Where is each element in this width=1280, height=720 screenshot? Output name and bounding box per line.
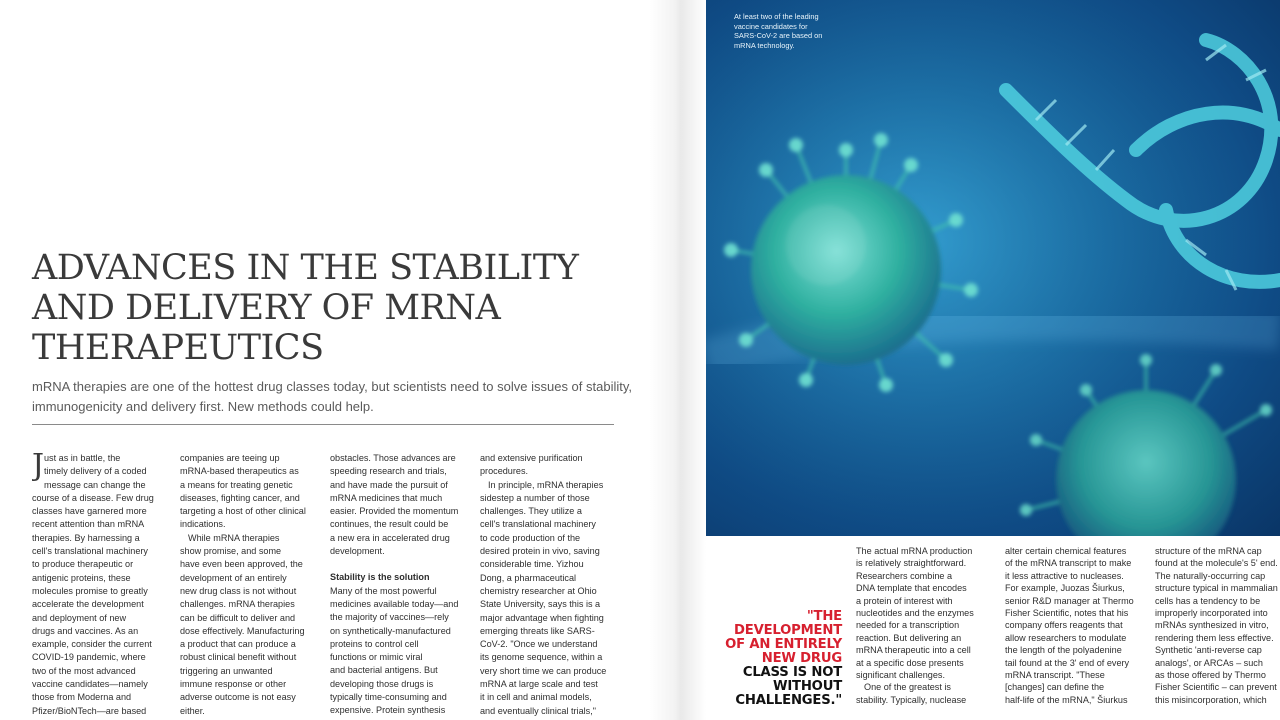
divider-rule — [32, 424, 614, 425]
body-line: a protein of interest with — [856, 595, 953, 606]
body-line: expensive. Protein synthesis — [330, 705, 446, 716]
body-line: and deployment of new — [32, 612, 127, 623]
caption-line: At least two of the leading — [734, 12, 819, 21]
body-line: CoV-2. "Once we understand — [480, 639, 598, 650]
body-line: considerable time. Yizhou — [480, 559, 584, 570]
body-line: company offers reagents that — [1005, 620, 1123, 631]
body-line: senior R&D manager at Thermo — [1005, 595, 1134, 606]
body-line: on synthetically-manufactured — [330, 625, 451, 636]
body-line: as those offered by Thermo — [1155, 670, 1266, 681]
body-line: obstacles. Those advances are — [330, 453, 456, 463]
body-line: COVID-19 pandemic, where — [32, 652, 146, 663]
body-line: chemistry researcher at Ohio — [480, 585, 597, 596]
caption-line: SARS-CoV-2 are based on — [734, 31, 823, 40]
body-line: Fisher Scientific – can prevent — [1155, 682, 1277, 693]
virus-illustration — [706, 0, 1280, 536]
body-line: either. — [180, 705, 205, 716]
body-line: sidestep a number of those — [480, 492, 590, 503]
body-line: speeding research and trials, — [330, 466, 447, 477]
body-line: DNA template that encodes — [856, 583, 967, 594]
body-line: ust as in battle, the — [44, 453, 121, 463]
body-line: the majority of vaccines—rely — [330, 612, 449, 623]
body-line: example, consider the current — [32, 639, 152, 650]
standfirst-line: immunogenicity and delivery first. New methods could help. — [32, 399, 374, 414]
body-line: development of an entirely — [180, 572, 287, 583]
body-line: indications. — [180, 519, 226, 530]
body-line: its genome sequence, within a — [480, 652, 603, 663]
body-line: course of a disease. Few drug — [32, 492, 154, 503]
body-line: timely delivery of a coded — [44, 466, 147, 477]
paragraph-spacer — [330, 558, 464, 571]
body-line: development. — [330, 546, 385, 557]
body-line: reaction. But delivering an — [856, 632, 962, 643]
page-gutter — [650, 0, 706, 720]
body-line: typically time-consuming and — [330, 692, 447, 703]
body-line: challenges. mRNA therapies — [180, 599, 295, 610]
body-line: analogs', or ARCAs – such — [1155, 657, 1263, 668]
body-line: two of the most advanced — [32, 665, 136, 676]
body-column-3 — [330, 452, 464, 720]
caption-line: mRNA technology. — [734, 40, 795, 50]
body-line: found at the molecule's 5' end. — [1155, 558, 1278, 569]
body-line: it in cell and animal models, — [480, 692, 592, 703]
pullquote-line: WITHOUT — [773, 679, 842, 694]
body-line: a means for treating genetic — [180, 479, 293, 490]
body-line: and extensive purification — [480, 453, 583, 463]
body-line: mRNA-based therapeutics as — [180, 466, 299, 477]
body-line: of the mRNA transcript to make — [1005, 558, 1132, 569]
pullquote-line: CHALLENGES." — [735, 693, 842, 708]
body-line: it less attractive to nucleases. — [1005, 570, 1124, 581]
pullquote-line: OF AN ENTIRELY — [725, 637, 842, 652]
body-line: companies are teeing up — [180, 453, 280, 463]
pullquote-line: DEVELOPMENT — [734, 623, 842, 638]
body-line: vaccine candidates—namely — [32, 679, 148, 690]
body-line: mRNA therapeutic into a cell — [856, 645, 971, 656]
body-line: a new era in accelerated drug — [330, 532, 450, 543]
hero-virus-image — [706, 0, 1280, 536]
body-line: molecules promise to greatly — [32, 585, 148, 596]
body-line: recent attention than mRNA — [32, 519, 145, 530]
body-line: Dong, a pharmaceutical — [480, 572, 577, 583]
body-line: half-life of the mRNA," Šiurkus — [1005, 694, 1128, 705]
body-line: proteins to control cell — [330, 638, 419, 649]
body-line: drugs and vaccines. As an — [32, 625, 139, 636]
body-line: alter certain chemical features — [1005, 546, 1127, 556]
body-line: Many of the most powerful — [330, 585, 437, 596]
body-line: to produce therapeutic or — [32, 559, 134, 570]
hero-caption — [734, 12, 854, 50]
body-line: significant challenges. — [856, 670, 945, 681]
body-line: Fisher Scientific, notes that his — [1005, 608, 1129, 619]
body-line: The naturally-occurring cap — [1155, 570, 1266, 581]
body-line: functions or mimic viral — [330, 652, 423, 663]
body-line: For example, Juozas Šiurkus, — [1005, 583, 1125, 594]
body-line: new drug class is not without — [180, 585, 297, 596]
headline-line: AND DELIVERY OF MRNA — [32, 288, 501, 328]
body-line: targeting a host of other clinical — [180, 506, 306, 517]
pullquote-line: NEW DRUG — [761, 651, 842, 666]
caption-line: vaccine candidates for — [734, 21, 808, 31]
body-line: State University, says this is a — [480, 599, 601, 610]
body-line: stability. Typically, nuclease — [856, 694, 967, 705]
body-line: Synthetic 'anti-reverse cap — [1155, 645, 1262, 656]
pull-quote — [712, 610, 842, 708]
body-line: very short time we can produce — [480, 665, 607, 676]
body-line: easier. Provided the momentum — [330, 506, 459, 517]
article-standfirst — [32, 377, 632, 417]
body-column-4 — [480, 452, 616, 720]
body-line: developing those drugs is — [330, 678, 434, 689]
body-line: diseases, fighting cancer, and — [180, 492, 300, 503]
headline-line: THERAPEUTICS — [32, 328, 324, 368]
body-line: and have made the pursuit of — [330, 479, 448, 490]
body-line: allow researchers to modulate — [1005, 632, 1127, 643]
body-line: The actual mRNA production — [856, 546, 973, 556]
body-line: triggering an unwanted — [180, 665, 273, 676]
body-line: challenges. They utilize a — [480, 506, 582, 517]
body-line: robust clinical benefit without — [180, 652, 297, 663]
right-body-column-1 — [856, 545, 992, 720]
body-line: tail found at the 3' end of every — [1005, 657, 1130, 668]
body-line: desired protein in vivo, saving — [480, 546, 600, 557]
dropcap-letter: J — [32, 452, 45, 483]
headline-line: ADVANCES IN THE STABILITY — [32, 248, 579, 288]
body-line: structure typical in mammalian — [1155, 583, 1278, 594]
body-line: therapies. By harnessing a — [32, 532, 140, 543]
body-column-2 — [180, 452, 312, 720]
body-line: have even been approved, the — [180, 559, 303, 570]
body-line: Pfizer/BioNTech—are based — [32, 705, 147, 716]
body-line: and bacterial antigens. But — [330, 665, 438, 676]
body-line: improperly incorporated into — [1155, 608, 1268, 619]
body-line: mRNA transcript. "These — [1005, 670, 1105, 681]
body-line: dose effectively. Manufacturing — [180, 625, 305, 636]
body-line: show promise, and some — [180, 546, 282, 557]
body-column-1 — [32, 452, 158, 720]
section-subhead: Stability is the solution — [330, 572, 430, 583]
dropcap-paragraph — [32, 452, 158, 492]
body-line: medicines available today—and — [330, 598, 459, 609]
body-line: the length of the polyadenine — [1005, 645, 1122, 656]
body-line: immune response or other — [180, 679, 287, 690]
body-line: In principle, mRNA therapies — [488, 479, 604, 490]
body-line: accelerate the development — [32, 599, 144, 610]
body-line: nucleotides and the enzymes — [856, 608, 974, 619]
body-line: cell's translational machinery — [32, 546, 148, 557]
body-line: those from Moderna and — [32, 692, 132, 703]
body-line: mRNA at large scale and test — [480, 679, 598, 690]
body-line: procedures. — [480, 466, 529, 477]
body-line: to code production of the — [480, 532, 581, 543]
body-line: needed for a transcription — [856, 620, 960, 631]
body-line: at a specific dose presents — [856, 657, 964, 668]
pullquote-line: CLASS IS NOT — [742, 665, 842, 680]
body-line: classes have garnered more — [32, 506, 147, 517]
body-line: is relatively straightforward. — [856, 558, 967, 569]
body-line: this misincorporation, which — [1155, 694, 1267, 705]
body-line: can be difficult to deliver and — [180, 612, 296, 623]
body-line: a product that can produce a — [180, 639, 296, 650]
body-line: message can change the — [44, 479, 146, 490]
body-line: Researchers combine a — [856, 570, 953, 581]
pullquote-line: "THE — [806, 609, 842, 624]
body-line: cells has a tendency to be — [1155, 595, 1261, 606]
body-line: continues, the result could be — [330, 519, 449, 530]
body-line: mRNA medicines that much — [330, 492, 443, 503]
body-line: mRNAs synthesized in vitro, — [1155, 620, 1269, 631]
standfirst-line: mRNA therapies are one of the hottest drug classes today, but scientists need to solve issues of stability, — [32, 379, 632, 394]
body-line: antigenic proteins, these — [32, 572, 131, 583]
article-headline — [32, 248, 622, 368]
body-line: structure of the mRNA cap — [1155, 546, 1262, 556]
body-line: major advantage when fighting — [480, 612, 604, 623]
body-line: [changes] can define the — [1005, 682, 1105, 693]
body-line: cell's translational machinery — [480, 519, 596, 530]
body-line: rendering them less effective. — [1155, 632, 1274, 643]
body-line: adverse outcome is not easy — [180, 692, 296, 703]
right-body-column-2 — [1005, 545, 1145, 720]
body-line: emerging threats like SARS- — [480, 625, 595, 636]
body-line: One of the greatest is — [864, 682, 951, 693]
right-body-column-3 — [1155, 545, 1280, 720]
body-line: While mRNA therapies — [188, 532, 280, 543]
body-line: and eventually clinical trials," — [480, 705, 596, 716]
